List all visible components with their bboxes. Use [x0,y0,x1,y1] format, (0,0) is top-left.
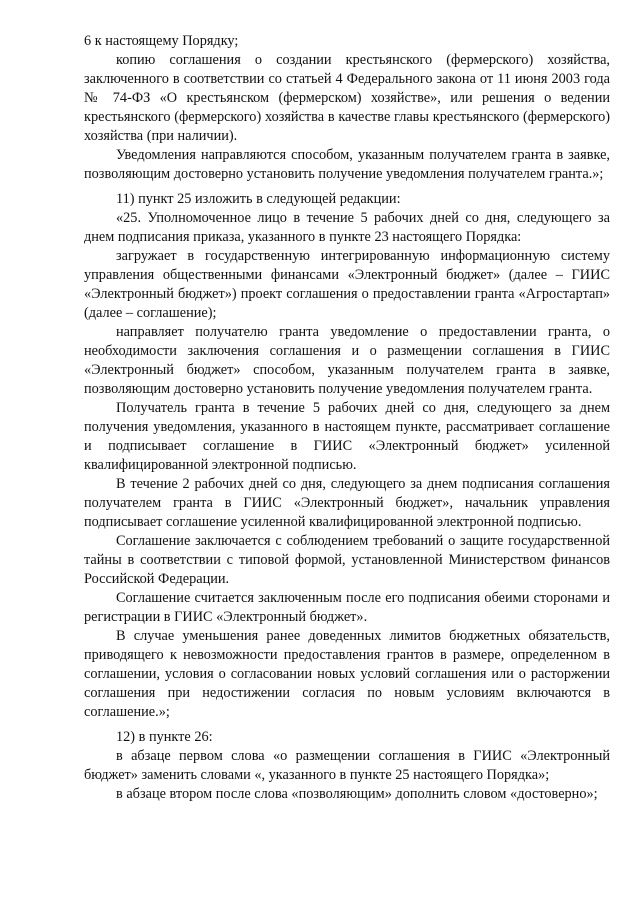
paragraph-13: 12) в пункте 26: [116,729,213,745]
paragraph-15: в абзаце втором после слова «позволяющим» дополнить словом «достоверно»; [116,786,598,802]
paragraph-2: копию соглашения о создании крестьянского (фермерского) хозяйства, заключенного в соответствии со статьей 4 Федерального закона от 11 июня 2003 года № 74-ФЗ «О крестьянском (фермерском) хозяйстве», или решения о ведении крестьянского (фермерского) хозяйства в качестве главы крестьянского (фермерского) хозяйства (при наличии). [84,52,610,144]
paragraph-12: В случае уменьшения ранее доведенных лимитов бюджетных обязательств, приводящего к невозможности предоставления грантов в размере, определенном в соглашении, условия о согласовании новых условий соглашения или о расторжении соглашения при недостижении согласия по новым условиям включаются в соглашение.»; [84,628,610,720]
paragraph-14: в абзаце первом слова «о размещении соглашения в ГИИС «Электронный бюджет» заменить словами «, указанного в пункте 25 настоящего Порядка»; [84,748,610,783]
paragraph-5: «25. Уполномоченное лицо в течение 5 рабочих дней со дня, следующего за днем подписания приказа, указанного в пункте 23 настоящего Порядка: [84,210,610,245]
paragraph-10: Соглашение заключается с соблюдением требований о защите государственной тайны в соответствии с типовой формой, установленной Министерством финансов Российской Федерации. [84,533,610,587]
paragraph-6: загружает в государственную интегрированную информационную систему управления общественными финансами «Электронный бюджет» (далее – ГИИС «Электронный бюджет») проект соглашения о предоставлении гранта «Агростартап» (далее – соглашение); [84,248,610,321]
paragraph-8: Получатель гранта в течение 5 рабочих дней со дня, следующего за днем получения уведомления, указанного в настоящем пункте, рассматривает соглашение и подписывает соглашение в ГИИС «Электронный бюджет» усиленной квалифицированной электронной подписью. [84,400,610,473]
paragraph-1: 6 к настоящему Порядку; [84,33,239,49]
paragraph-7: направляет получателю гранта уведомление о предоставлении гранта, о необходимости заключения соглашения и о размещении соглашения в ГИИС «Электронный бюджет» способом, указанным получателем гранта в заявке, позволяющим достоверно установить получение уведомления получателем гранта. [84,324,610,397]
paragraph-3: Уведомления направляются способом, указанным получателем гранта в заявке, позволяющим достоверно установить получение уведомления получателем гранта.»; [84,147,610,182]
paragraph-11: Соглашение считается заключенным после его подписания обеими сторонами и регистрации в ГИИС «Электронный бюджет». [84,590,610,625]
paragraph-4: 11) пункт 25 изложить в следующей редакции: [116,191,401,207]
paragraph-9: В течение 2 рабочих дней со дня, следующего за днем подписания соглашения получателем гранта в ГИИС «Электронный бюджет», начальник управления подписывает соглашение усиленной квалифицированной электронной подписью. [84,476,610,530]
